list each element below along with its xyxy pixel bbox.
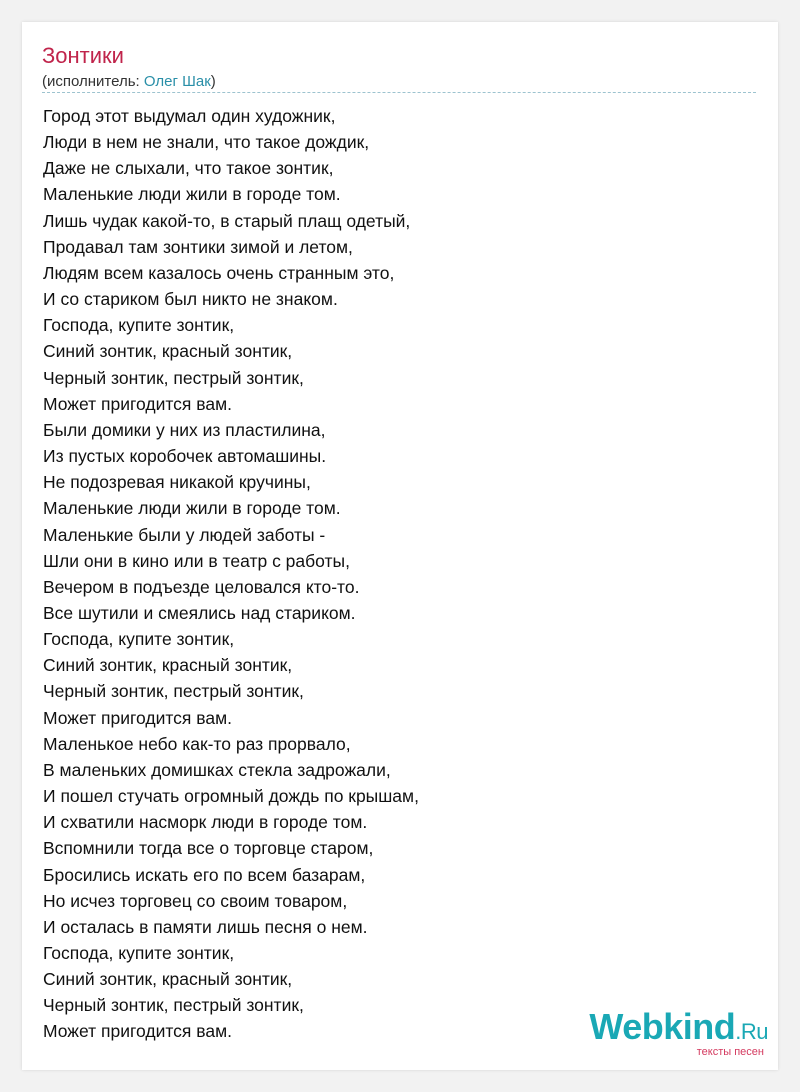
- lyric-line: Люди в нем не знали, что такое дождик,: [43, 132, 370, 153]
- lyric-line: Может пригодится вам.: [43, 707, 232, 728]
- site-logo[interactable]: [589, 1006, 768, 1058]
- lyric-line: И пошел стучать огромный дождь по крышам,: [43, 786, 419, 807]
- lyric-line: Город этот выдумал один художник,: [43, 106, 336, 126]
- lyric-line: Из пустых коробочек автомашины.: [43, 446, 327, 467]
- lyric-line: Маленькие люди жили в городе том.: [43, 498, 341, 519]
- lyric-line: Синий зонтик, красный зонтик,: [43, 655, 293, 676]
- lyric-line: Маленькое небо как-то раз прорвало,: [43, 733, 351, 754]
- lyric-line: Может пригодится вам.: [43, 1021, 232, 1042]
- lyric-line: И схватили насморк люди в городе том.: [43, 812, 368, 833]
- lyric-line: Господа, купите зонтик,: [43, 943, 235, 963]
- logo-tld: .Ru: [735, 1019, 768, 1044]
- lyric-line: Бросились искать его по всем базарам,: [43, 864, 366, 885]
- byline-suffix: ): [210, 73, 216, 90]
- lyric-line: Черный зонтик, пестрый зонтик,: [43, 367, 304, 388]
- lyric-line: Лишь чудак какой-то, в старый плащ одетый,: [43, 210, 411, 231]
- lyric-line: Шли они в кино или в театр с работы,: [43, 550, 350, 571]
- artist-link[interactable]: Олег Шак: [143, 73, 211, 90]
- lyrics-text: [43, 103, 419, 1045]
- lyric-line: В маленьких домишках стекла задрожали,: [43, 759, 391, 780]
- divider: [42, 92, 756, 93]
- lyric-line: Синий зонтик, красный зонтик,: [43, 341, 293, 362]
- lyric-line: Людям всем казалось очень странным это,: [43, 262, 395, 283]
- logo-tagline: тексты песен: [696, 1046, 764, 1058]
- lyric-line: Господа, купите зонтик,: [43, 315, 235, 336]
- lyric-line: Даже не слыхали, что такое зонтик,: [43, 158, 334, 179]
- lyric-line: Вечером в подъезде целовался кто-то.: [43, 576, 360, 597]
- artist-byline: [42, 72, 216, 92]
- lyric-line: Вспомнили тогда все о торговце старом,: [43, 838, 374, 859]
- lyric-line: Не подозревая никакой кручины,: [43, 472, 311, 493]
- lyric-line: И осталась в памяти лишь песня о нем.: [43, 916, 368, 937]
- lyric-line: Продавал там зонтики зимой и летом,: [43, 236, 353, 257]
- lyric-line: И со стариком был никто не знаком.: [43, 289, 338, 310]
- lyric-line: Маленькие были у людей заботы -: [43, 524, 326, 545]
- lyric-line: Маленькие люди жили в городе том.: [43, 184, 341, 205]
- lyrics-sheet: [22, 22, 778, 1070]
- lyric-line: Все шутили и смеялись над стариком.: [43, 602, 356, 623]
- lyric-line: Синий зонтик, красный зонтик,: [43, 969, 293, 990]
- lyric-line: Были домики у них из пластилина,: [43, 419, 326, 440]
- logo-name: Webkind: [589, 1006, 736, 1047]
- song-title: Зонтики: [42, 43, 124, 68]
- logo-wordmark: [589, 1006, 768, 1050]
- lyric-line: Черный зонтик, пестрый зонтик,: [43, 681, 304, 702]
- lyric-line: Но исчез торговец со своим товаром,: [43, 890, 348, 911]
- lyric-line: Черный зонтик, пестрый зонтик,: [43, 995, 304, 1016]
- byline-prefix: (исполнитель:: [42, 73, 144, 90]
- lyric-line: Господа, купите зонтик,: [43, 629, 235, 650]
- lyric-line: Может пригодится вам.: [43, 393, 232, 414]
